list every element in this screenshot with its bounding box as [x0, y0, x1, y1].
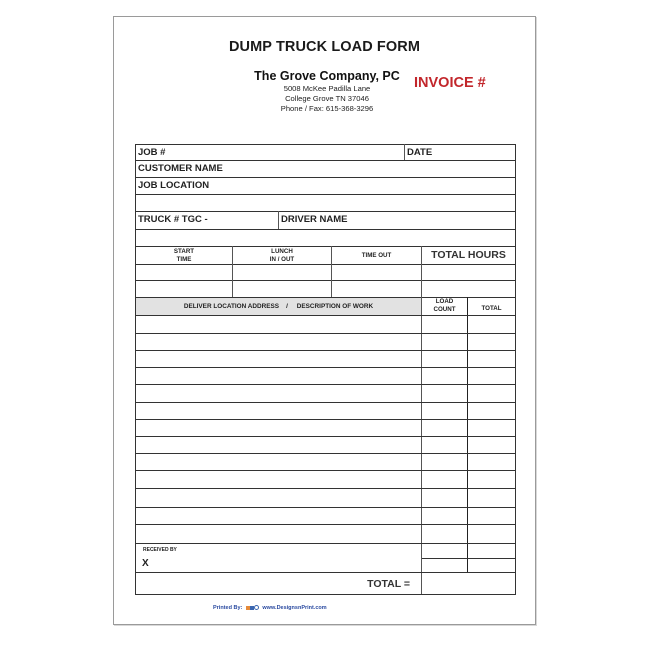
company-address-line1: 5008 McKee Padilla Lane [283, 84, 371, 93]
job-number-field[interactable] [136, 145, 404, 160]
driver-name-label: DRIVER NAME [281, 214, 348, 225]
total-hours-cell[interactable] [422, 265, 515, 280]
grand-total-label: TOTAL = [367, 578, 410, 590]
dump-truck-load-form-page [113, 16, 536, 625]
customer-name-field[interactable] [136, 161, 515, 177]
invoice-number-label: INVOICE # [414, 75, 486, 91]
grand-total-field[interactable] [422, 573, 515, 594]
lunch-cell[interactable] [233, 281, 331, 297]
deliver-description-header: DELIVER LOCATION ADDRESS / DESCRIPTION OF WORK [183, 303, 374, 310]
job-number-label: JOB # [138, 147, 166, 158]
load-count-cells[interactable] [422, 316, 467, 572]
printed-by-label: Printed By: [213, 605, 243, 611]
start-time-cell[interactable] [136, 281, 232, 297]
company-name: The Grove Company, PC [254, 69, 400, 83]
grid-line [135, 246, 516, 247]
total-header: TOTAL [481, 305, 502, 312]
company-address-line2: College Grove TN 37046 [285, 94, 369, 103]
total-cells[interactable] [468, 316, 515, 572]
form-title: DUMP TRUCK LOAD FORM [228, 39, 421, 55]
deliver-location-rows[interactable] [136, 316, 421, 543]
start-time-cell[interactable] [136, 265, 232, 280]
job-location-field[interactable] [136, 178, 515, 211]
grid-line [135, 594, 516, 595]
total-hours-cell[interactable] [422, 281, 515, 297]
time-out-cell[interactable] [332, 265, 421, 280]
job-location-label: JOB LOCATION [138, 180, 210, 191]
customer-name-label: CUSTOMER NAME [138, 163, 223, 174]
signature-x-mark: X [142, 558, 149, 569]
date-field[interactable] [405, 145, 515, 160]
printer-logo-icon [254, 605, 259, 610]
load-count-header: LOAD COUNT [433, 298, 456, 313]
received-by-signature-field[interactable] [136, 544, 421, 572]
truck-number-label: TRUCK # TGC - [138, 214, 208, 225]
truck-number-field[interactable] [136, 212, 278, 229]
driver-name-field[interactable] [279, 212, 515, 246]
time-out-cell[interactable] [332, 281, 421, 297]
lunch-in-out-header: LUNCH IN / OUT [269, 248, 295, 263]
company-phone-fax: Phone / Fax: 615-368-3296 [280, 104, 374, 113]
printer-website-link[interactable]: www.DesignsnPrint.com [262, 605, 327, 611]
lunch-cell[interactable] [233, 265, 331, 280]
time-out-header: TIME OUT [361, 252, 392, 259]
received-by-label: RECEIVED BY [143, 547, 177, 553]
start-time-header: START TIME [173, 248, 195, 263]
date-label: DATE [407, 147, 433, 158]
printed-by-footer [213, 605, 327, 611]
total-hours-header: TOTAL HOURS [431, 249, 506, 261]
